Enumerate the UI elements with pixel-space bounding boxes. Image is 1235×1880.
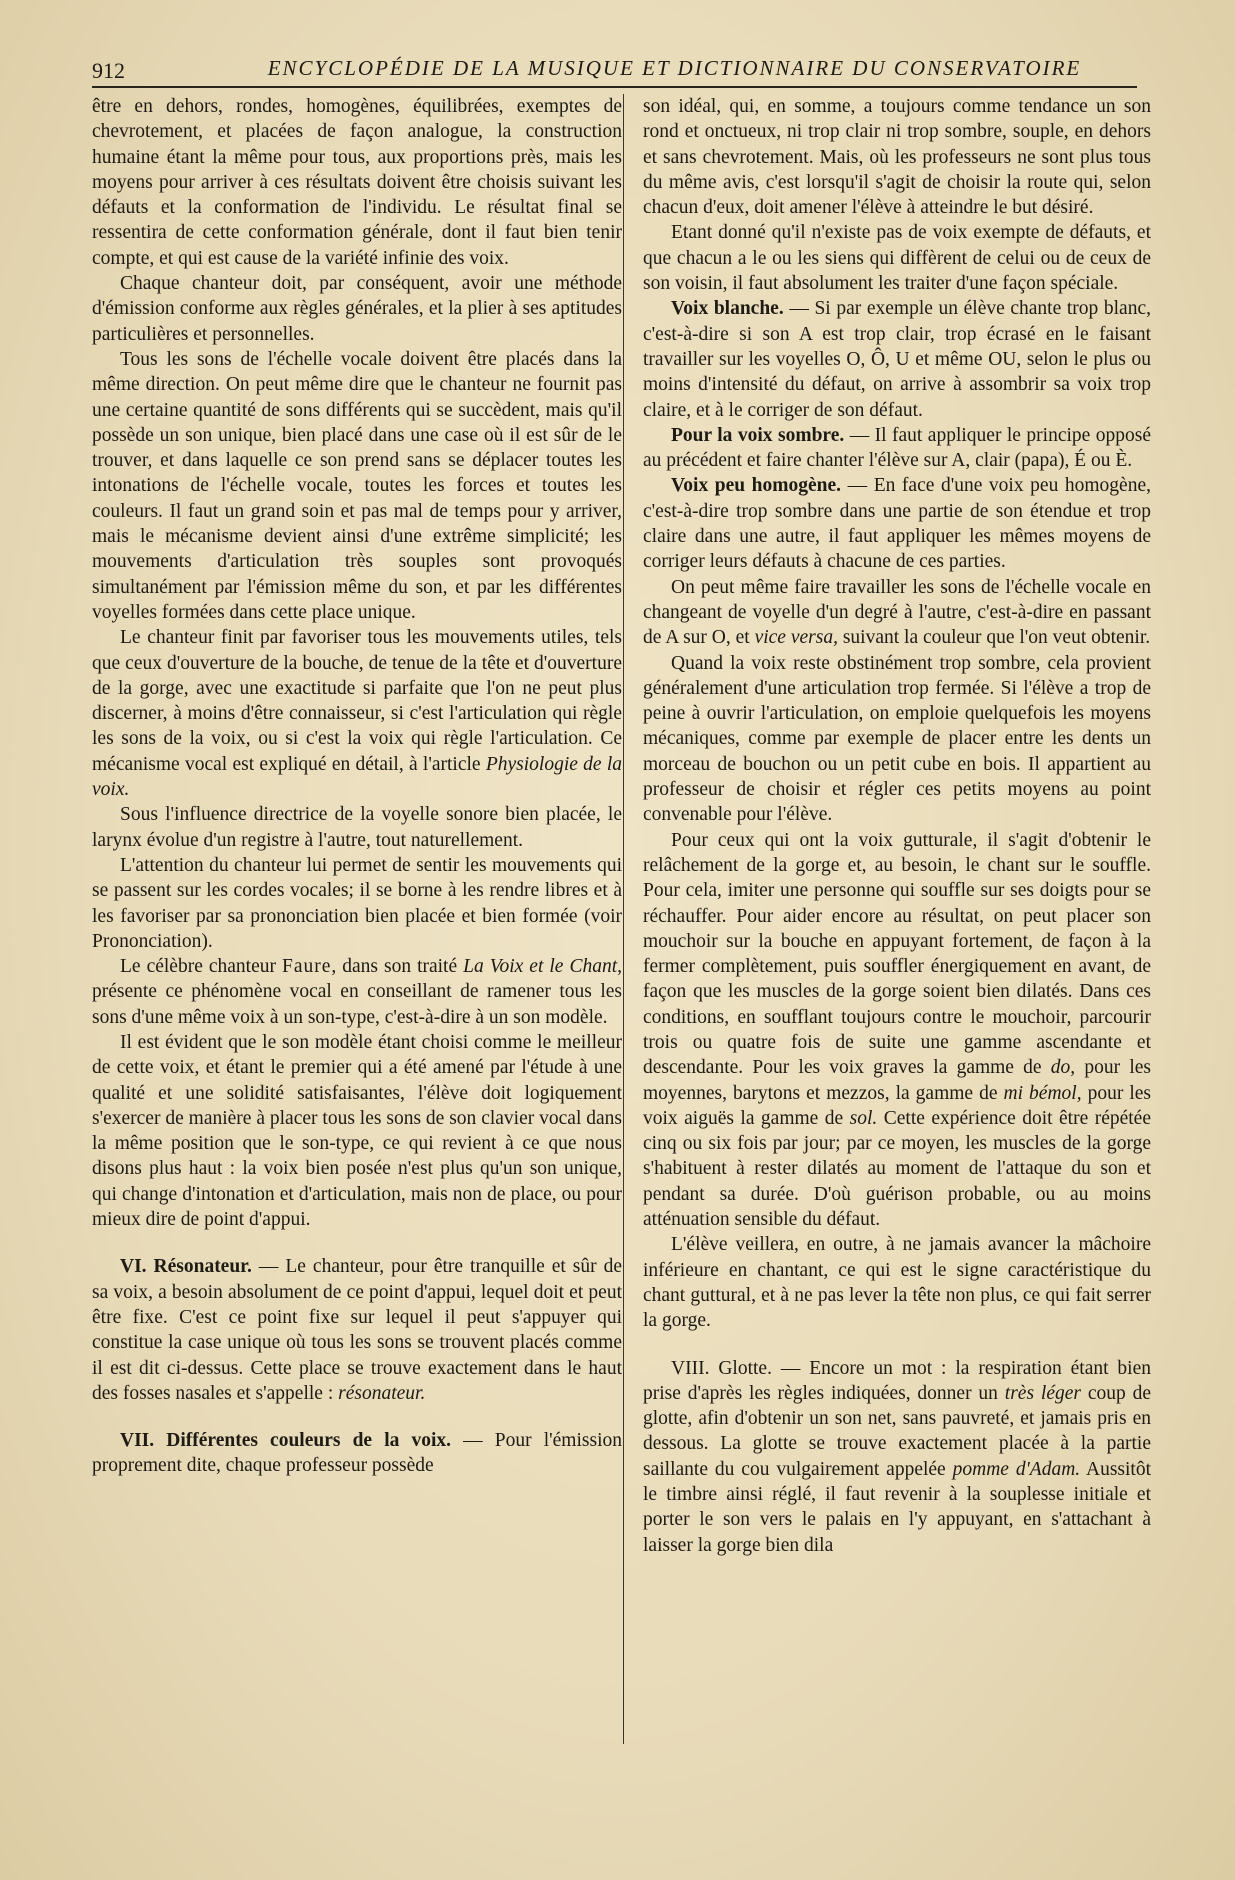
- paragraph: Etant donné qu'il n'existe pas de voix exempte de défauts, et que chacun a le ou les siens qui diffèrent de celui ou de ceux de son voisin, il faut absolument les traiter d'une façon spéciale.: [643, 222, 1151, 295]
- article-reference: Physiologie de la voix.: [92, 753, 623, 801]
- paragraph: L'attention du chanteur lui permet de sentir les mouvements qui se passent sur les cordes vocales; il se borne à les rendre libres et à les favoriser par sa prononciation bien placée et bien formée (voir Prononciation).: [92, 854, 622, 952]
- running-title: ENCYCLOPÉDIE DE LA MUSIQUE ET DICTIONNAIRE DU CONSERVATOIRE: [267, 56, 1082, 80]
- text-run: Le chanteur finit par favoriser tous les mouvements utiles, tels que ceux d'ouverture de la bouche, de tenue de la tête et d'ouverture de la gorge, avec une exactitude si parfaite que l'on ne peut plus discerner, à moins d'être connaisseur, si c'est l'articulation qui règle les sons de la voix, ou si c'est la voix qui règle l'articulation. Ce mécanisme vocal est expliqué en détail, à l'article: [92, 627, 622, 775]
- paragraph: Sous l'influence directrice de la voyelle sonore bien placée, le larynx évolue d'un registre à l'autre, tout naturellement.: [92, 804, 622, 851]
- subheading: Pour la voix sombre.: [671, 424, 845, 446]
- text-run: On peut même faire travailler les sons de l'échelle vocale en changeant de voyelle d'un degré à l'autre, c'est-à-dire en passant de A sur O, et: [643, 576, 1151, 649]
- author-name: Faure: [281, 956, 332, 978]
- paragraph: Quand la voix reste obstinément trop sombre, cela provient généralement d'une articulation trop fermée. Si l'élève a trop de peine à ouvrir l'articulation, on emploie quelquefois les moyens mécaniques, comme par exemple de placer entre les dents un morceau de bouchon ou un petit cube en bois. Il appartient au professeur de choisir et régler ces petits moyens au point convenable pour l'élève.: [643, 652, 1151, 826]
- paragraph: L'élève veillera, en outre, à ne jamais avancer la mâchoire inférieure en chantant, ce qui est le signe caractéristique du chant guttural, et à ne pas lever la tête non plus, ce qui fait serrer la gorge.: [643, 1234, 1151, 1332]
- paragraph: [643, 828, 1151, 1233]
- page-header: [92, 56, 1137, 88]
- paragraph: Il est évident que le son modèle étant choisi comme le meilleur de cette voix, et étant le premier qui a été amené par l'étude à une qualité et une solidité satisfaisantes, l'élève doit logiquement s'exercer de manière à placer tous les sons de son clavier vocal dans la même position que le son-type, ce qui revient à ce que nous disons plus haut : la voix bien posée n'est plus qu'un son unique, qui change d'intonation et d'articulation, mais non de place, ou pour mieux dire de point d'appui.: [92, 1031, 622, 1231]
- paragraph: [643, 423, 1151, 474]
- text-run: — Si par exemple un élève chante trop blanc, c'est-à-dire si son A est trop clair, trop écrasé en le faisant travailler sur les voyelles O, Ô, U et même OU, selon le plus ou moins d'intensité du défaut, on arrive à assombrir sa voix trop claire, et à le corriger de son défaut.: [643, 298, 1151, 421]
- paragraph: [92, 954, 622, 1030]
- text-run: pour les moyennes, barytons et mezzos, la gamme de: [643, 1057, 1152, 1104]
- subheading: Voix blanche.: [671, 298, 784, 320]
- book-title: La Voix et le Chant,: [463, 956, 622, 978]
- text-run: Pour ceux qui ont la voix gutturale, il s'agit d'obtenir le relâchement de la gorge et, au besoin, le chant sur le souffle. Pour cela, imiter une personne qui souffle sur ses doigts pour se réchauffer. Pour aider encore au résultat, on peut placer son mouchoir sur la bouche en appuyant fortement, de façon à la fermer complètement, puis souffler énergiquement en avant, de façon que les muscles de la gorge soient bien dilatés. Dans ces conditions, en soufflant toujours contre le mouchoir, parcourir trois ou quatre fois de suite une gamme ascendante et descendante. Pour les voix graves la gamme de: [643, 829, 1151, 1079]
- column-divider: [623, 94, 624, 1744]
- text-run: pour les voix aiguës la gamme de: [643, 1082, 1152, 1129]
- text-run: — Pour l'émission proprement dite, chaque professeur possède: [92, 1430, 622, 1477]
- text-run: présente ce phénomène vocal en conseillant de ramener tous les sons d'une même voix à un son-type, c'est-à-dire à un son modèle.: [92, 981, 622, 1028]
- text-run: Le célèbre chanteur: [120, 956, 282, 978]
- text-run: , dans son traité: [331, 956, 464, 978]
- term: pomme d'Adam.: [952, 1458, 1081, 1480]
- term: vice versa,: [754, 627, 838, 649]
- text-run: — En face d'une voix peu homogène, c'est-à-dire trop sombre dans une partie de son étendue et trop claire dans une autre, il faut appliquer les mêmes moyens de corriger leurs défauts à chacune de ces parties.: [643, 475, 1151, 573]
- subheading: Voix peu homogène.: [671, 475, 842, 497]
- section-couleurs: [92, 1428, 622, 1479]
- paragraph: [643, 296, 1151, 422]
- paragraph: [643, 575, 1151, 651]
- note-name: mi bémol,: [1003, 1082, 1082, 1104]
- section-heading: VII. Différentes couleurs de la voix.: [120, 1430, 452, 1452]
- section-heading: VIII. Glotte.: [671, 1357, 772, 1379]
- page-number: 912: [92, 58, 125, 83]
- text-run: Cette expérience doit être répétée cinq ou six fois par jour; par ce moyen, les muscles de la gorge s'habituent à rester dilatés au moment de l'attaque du son et pendant sa durée. D'où guérison probable, ou au moins atténuation sensible du défaut.: [643, 1107, 1151, 1231]
- text-run: Aussitôt le timbre ainsi réglé, il faut revenir à la souplesse initiale et porter le son vers le palais en l'y appuyant, en s'attachant à laisser la gorge bien dila: [643, 1458, 1152, 1556]
- paragraph: être en dehors, rondes, homogènes, équilibrées, exemptes de chevrotement, et placées de façon analogue, la construction humaine étant la même pour tous, aux proportions près, mais les moyens pour arriver à ces résultats doivent être choisis suivant les défauts et la conformation de l'individu. Le résultat final se ressentira de cette conformation générale, dont il faut bien tenir compte, et qui est cause de la variété infinie des voix.: [92, 96, 622, 269]
- paragraph: [92, 625, 622, 802]
- section-heading: VI. Résonateur.: [120, 1256, 252, 1278]
- term: résonateur.: [338, 1382, 426, 1404]
- note-name: do,: [1050, 1057, 1076, 1079]
- right-column: [643, 94, 1151, 1558]
- text-run: suivant la couleur que l'on veut obtenir.: [837, 627, 1151, 649]
- paragraph: [643, 473, 1151, 574]
- paragraph: Chaque chanteur doit, par conséquent, avoir une méthode d'émission conforme aux règles générales, et la plier à ses aptitudes particulières et personnelles.: [92, 273, 622, 345]
- text-run: — Le chanteur, pour être tranquille et sûr de sa voix, a besoin absolument de ce point d'appui, lequel doit et peut être fixe. C'est ce point fixe sur lequel il peut s'appuyer qui constitue la case unique où tous les sons se trouvent placés comme il est dit ci-dessus. Cette place se trouve exactement dans le haut des fosses nasales et s'appelle :: [92, 1256, 622, 1404]
- text-run: coup de glotte, afin d'obtenir un son net, sans pauvreté, et jamais pris en dessous. La glotte se trouve exactement placée à la partie saillante du cou vulgairement appelée: [643, 1382, 1152, 1480]
- section-glotte: [643, 1356, 1151, 1558]
- paragraph: Tous les sons de l'échelle vocale doivent être placés dans la même direction. On peut même dire que le chanteur ne fournit pas une certaine quantité de sons différents qui se succèdent, mais qu'il possède un son unique, bien placé dans une case où il est sûr de le trouver, et dans laquelle ce son prend sans se déplacer toutes les intonations de l'échelle vocale, toutes les forces et toutes les couleurs. Il faut un grand soin et pas mal de temps pour y arriver, mais le mécanisme devient ainsi d'une extrême simplicité; les mouvements d'articulation très souples sont provoqués simultanément par l'émission même du son, et par les différentes voyelles formées dans cette place unique.: [92, 348, 622, 623]
- paragraph: son idéal, qui, en somme, a toujours comme tendance un son rond et onctueux, ni trop clair ni trop sombre, souple, en dehors et sans chevrotement. Mais, où les professeurs ne sont plus tous du même avis, c'est lorsqu'il s'agit de choisir la route qui, selon chacun d'eux, doit amener l'élève à atteindre le but désiré.: [643, 96, 1151, 219]
- note-name: sol.: [849, 1107, 878, 1129]
- term: très léger: [1004, 1382, 1081, 1404]
- text-run: — Il faut appliquer le principe opposé au précédent et faire chanter l'élève sur A, clair (papa), É ou È.: [643, 424, 1151, 472]
- section-resonateur: [92, 1254, 622, 1406]
- text-run: — Encore un mot : la respiration étant bien prise d'après les règles indiquées, donner un: [643, 1357, 1151, 1404]
- left-column: [92, 94, 622, 1479]
